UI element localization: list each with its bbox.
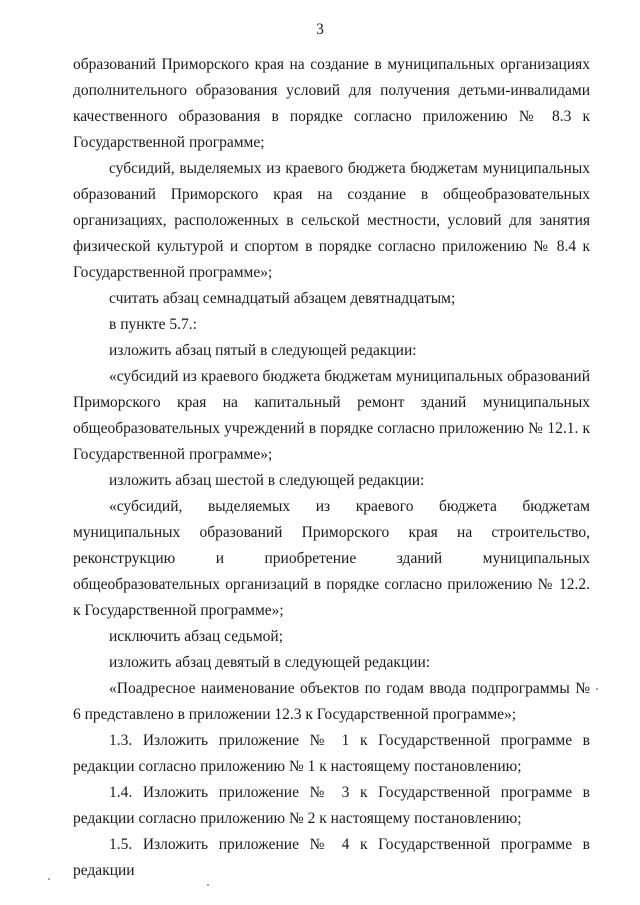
paragraph-3: считать абзац семнадцатый абзацем девятнадцатым;: [109, 290, 456, 307]
scan-speck: [48, 878, 50, 880]
paragraph-5: изложить абзац пятый в следующей редакции:: [109, 342, 417, 359]
scan-speck: [596, 688, 598, 690]
paragraph-6: «субсидий из краевого бюджета бюджетам муниципальных образований Приморского края на капитальный ремонт зданий муниципальных общеобразовательных учреждений в порядке согласно приложению № 12.1. к Государственной программе»;: [73, 368, 590, 463]
paragraph-14: 1.5. Изложить приложение № 4 к Государственной программе в редакции: [73, 836, 590, 879]
paragraph-1: образований Приморского края на создание в муниципальных организациях дополнительного образования условий для получения детьми-инвалидами качественного образования в порядке согласно приложению № 8.3 к Государственной программе;: [73, 56, 590, 151]
paragraph-9: исключить абзац седьмой;: [109, 628, 284, 645]
scan-speck: [207, 884, 209, 886]
paragraph-4: в пункте 5.7.:: [109, 316, 197, 333]
page-number: 3: [316, 21, 324, 38]
paragraph-7: изложить абзац шестой в следующей редакции:: [109, 472, 425, 489]
document-body: [73, 52, 590, 884]
paragraph-2: субсидий, выделяемых из краевого бюджета бюджетам муниципальных образований Приморского края на создание в общеобразовательных организациях, расположенных в сельской местности, условий для занятия физической культурой и спортом в порядке согласно приложению № 8.4 к Государственной программе»;: [73, 160, 590, 281]
paragraph-12: 1.3. Изложить приложение № 1 к Государственной программе в редакции согласно приложению № 1 к настоящему постановлению;: [73, 732, 590, 775]
paragraph-8: «субсидий, выделяемых из краевого бюджета бюджетам муниципальных образований Приморского края на строительство, реконструкцию и приобретение зданий муниципальных общеобразовательных организаций в порядке согласно приложению № 12.2. к Государственной программе»;: [73, 498, 590, 619]
paragraph-11: «Поадресное наименование объектов по годам ввода подпрограммы № 6 представлено в приложении 12.3 к Государственной программе»;: [73, 680, 590, 723]
paragraph-13: 1.4. Изложить приложение № 3 к Государственной программе в редакции согласно приложению № 2 к настоящему постановлению;: [73, 784, 590, 827]
paragraph-10: изложить абзац девятый в следующей редакции:: [109, 654, 431, 671]
